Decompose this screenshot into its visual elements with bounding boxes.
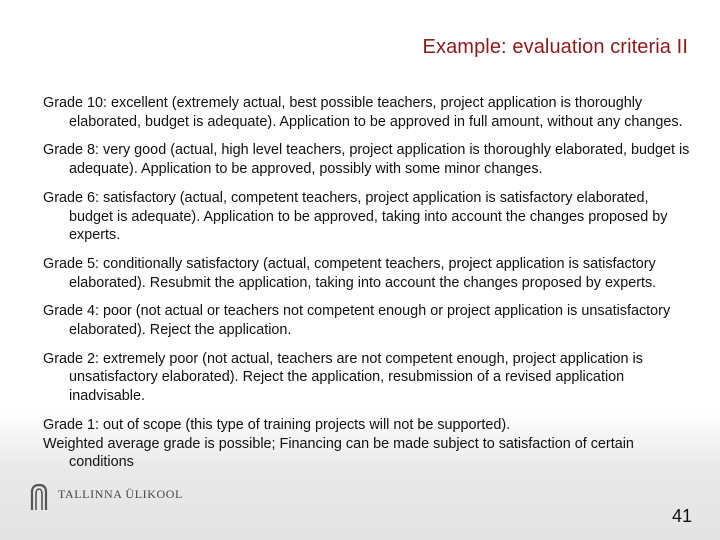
criteria-item-grade-6: Grade 6: satisfactory (actual, competent teachers, project application is satisfactory elaborated, budget is adequate). Application to be approved, taking into account the changes proposed by experts. xyxy=(43,189,668,244)
criteria-item-grade-5: Grade 5: conditionally satisfactory (actual, competent teachers, project application is satisfactory elaborated). Resubmit the application, taking into account the changes proposed by experts. xyxy=(43,255,657,291)
criteria-item-grade-8: Grade 8: very good (actual, high level teachers, project application is thoroughly elaborated, budget is adequate). Application to be approved, possibly with some minor changes. xyxy=(43,142,690,178)
logo-text: TALLINNA ÜLIKOOL xyxy=(58,487,183,501)
university-crest-icon xyxy=(30,483,48,511)
criteria-item-grade-10: Grade 10: excellent (extremely actual, best possible teachers, project application is thoroughly elaborated, budget is adequate). Application to be approved in full amount, without any changes. xyxy=(43,95,683,130)
criteria-item-grade-2: Grade 2: extremely poor (not actual, teachers are not competent enough, project application is unsatisfactory elaborated). Reject the application, resubmission of a revised application inadvisable. xyxy=(43,350,643,405)
criteria-list xyxy=(43,94,693,472)
slide-title: Example: evaluation criteria II xyxy=(422,36,688,58)
page-number: 41 xyxy=(671,506,692,526)
criteria-item-grade-1: Grade 1: out of scope (this type of training projects will not be supported). xyxy=(43,416,511,433)
criteria-note-weighted-average: Weighted average grade is possible; Financing can be made subject to satisfaction of certain conditions xyxy=(43,435,634,471)
university-logo xyxy=(30,483,220,513)
criteria-item-grade-4: Grade 4: poor (not actual or teachers not competent enough or project application is unsatisfactory elaborated). Reject the application. xyxy=(43,303,671,339)
